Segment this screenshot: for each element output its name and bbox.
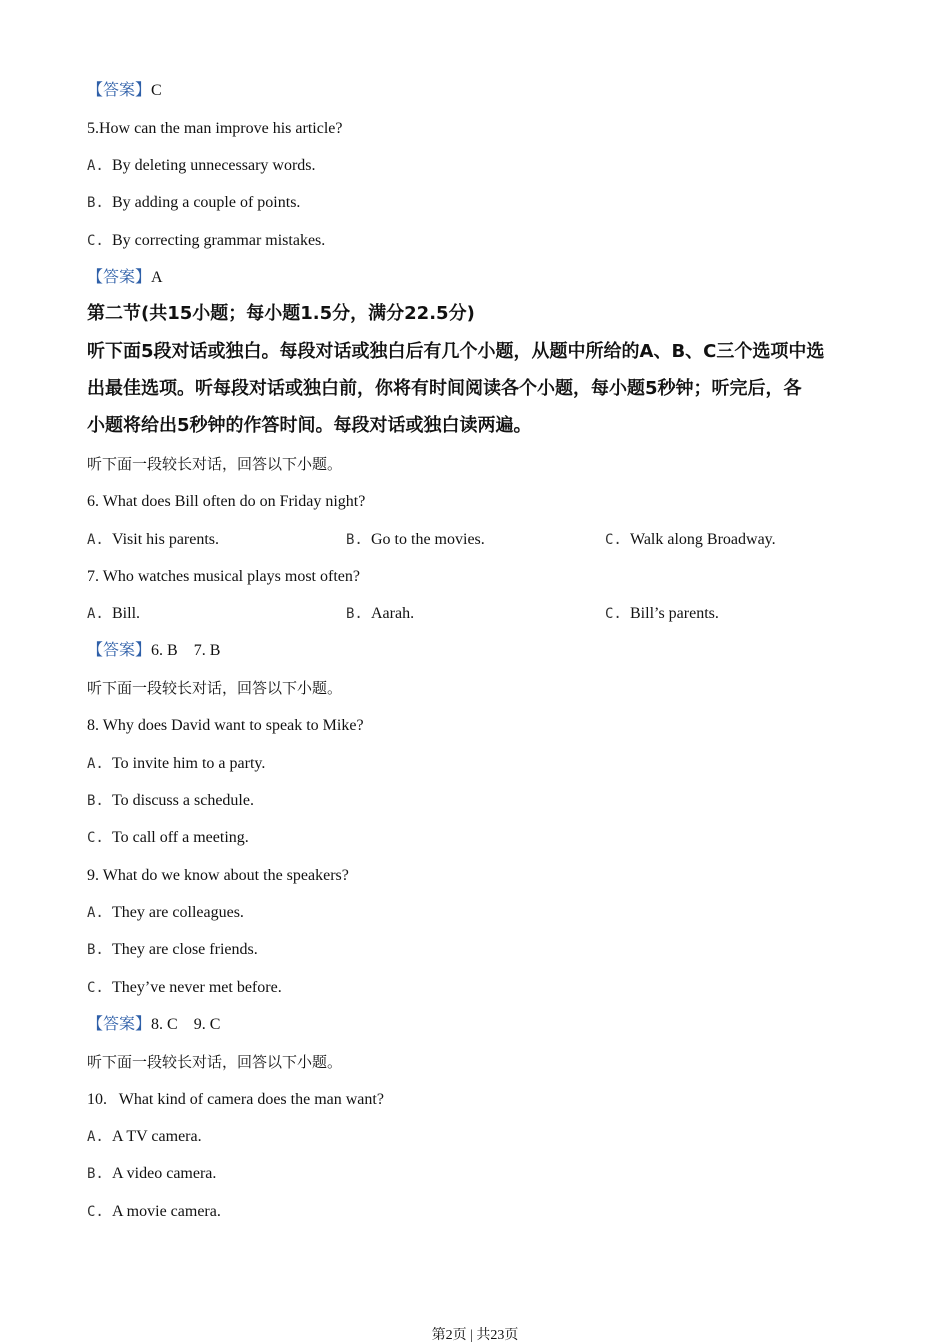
option-text: To call off a meeting. [112, 829, 249, 846]
option-letter: C. [87, 1204, 104, 1220]
option-text: Go to the movies. [371, 531, 485, 548]
directions-line-3: 小题将给出5秒钟的作答时间。每段对话或独白读两遍。 [87, 415, 532, 436]
option-c [87, 828, 249, 848]
answer-line [87, 1015, 220, 1035]
answer-value: C [151, 82, 162, 99]
option-b [346, 604, 414, 624]
option-letter: A. [87, 606, 104, 622]
answer-value: 6. B 7. B [151, 642, 221, 659]
option-a [87, 754, 265, 774]
option-text: To discuss a schedule. [112, 792, 254, 809]
answer-tag: 【答案】 [87, 269, 152, 286]
option-a [87, 156, 316, 176]
option-a [87, 530, 219, 550]
option-text: By deleting unnecessary words. [112, 157, 316, 174]
option-text: Walk along Broadway. [630, 531, 776, 548]
option-letter: B. [346, 532, 363, 548]
option-c [605, 530, 776, 550]
option-text: They’ve never met before. [112, 979, 282, 996]
option-letter: C. [87, 233, 104, 249]
option-letter: C. [87, 830, 104, 846]
answer-tag: 【答案】 [87, 82, 152, 99]
option-text: By adding a couple of points. [112, 194, 301, 211]
option-text: Bill. [112, 605, 141, 622]
option-letter: A. [87, 1129, 104, 1145]
option-text: A video camera. [112, 1165, 217, 1182]
answer-tag: 【答案】 [87, 642, 152, 659]
option-letter: C. [605, 606, 622, 622]
option-b [346, 530, 485, 550]
option-text: A TV camera. [112, 1128, 202, 1145]
answer-line [87, 641, 220, 661]
option-b [87, 940, 258, 960]
answer-tag: 【答案】 [87, 1016, 152, 1033]
question-stem: 9. What do we know about the speakers? [87, 867, 349, 884]
option-c [87, 1202, 221, 1222]
directions-line-1: 听下面5段对话或独白。每段对话或独白后有几个小题，从题中所给的A、B、C三个选项中选 [87, 341, 825, 362]
option-b [87, 1164, 216, 1184]
answer-line [87, 268, 163, 288]
option-letter: B. [87, 793, 104, 809]
option-letter: C. [87, 980, 104, 996]
answer-value: A [151, 269, 163, 286]
question-stem: 10. What kind of camera does the man want? [87, 1091, 384, 1108]
option-text: Visit his parents. [112, 531, 220, 548]
option-letter: A. [87, 756, 104, 772]
answer-line [87, 81, 162, 101]
section-heading: 第二节(共15小题；每小题1.5分，满分22.5分) [87, 303, 475, 324]
option-text: They are close friends. [112, 941, 258, 958]
option-a [87, 903, 244, 923]
option-letter: A. [87, 158, 104, 174]
directions-line-2: 出最佳选项。听每段对话或独白前，你将有时间阅读各个小题，每小题5秒钟；听完后，各 [87, 378, 802, 399]
question-stem: 5.How can the man improve his article? [87, 120, 343, 137]
listen-prompt: 听下面一段较长对话，回答以下小题。 [87, 679, 343, 697]
option-a [87, 1127, 202, 1147]
option-b [87, 791, 254, 811]
question-stem: 6. What does Bill often do on Friday night? [87, 493, 366, 510]
option-text: A movie camera. [112, 1203, 221, 1220]
listen-prompt: 听下面一段较长对话，回答以下小题。 [87, 455, 343, 473]
option-text: To invite him to a party. [112, 755, 266, 772]
option-text: They are colleagues. [112, 904, 244, 921]
option-letter: B. [87, 942, 104, 958]
option-text: By correcting grammar mistakes. [112, 232, 326, 249]
option-c [87, 231, 325, 251]
page-footer: 第2页 | 共23页 [431, 1328, 519, 1343]
question-stem: 8. Why does David want to speak to Mike? [87, 717, 364, 734]
option-c [605, 604, 719, 624]
option-text: Aarah. [371, 605, 415, 622]
option-b [87, 193, 300, 213]
option-letter: B. [87, 1166, 104, 1182]
option-letter: C. [605, 532, 622, 548]
option-letter: A. [87, 905, 104, 921]
question-stem: 7. Who watches musical plays most often? [87, 568, 360, 585]
option-a [87, 604, 140, 624]
option-c [87, 978, 282, 998]
option-letter: B. [87, 195, 104, 211]
option-letter: B. [346, 606, 363, 622]
answer-value: 8. C 9. C [151, 1016, 221, 1033]
option-text: Bill’s parents. [630, 605, 719, 622]
option-letter: A. [87, 532, 104, 548]
listen-prompt: 听下面一段较长对话，回答以下小题。 [87, 1053, 343, 1071]
